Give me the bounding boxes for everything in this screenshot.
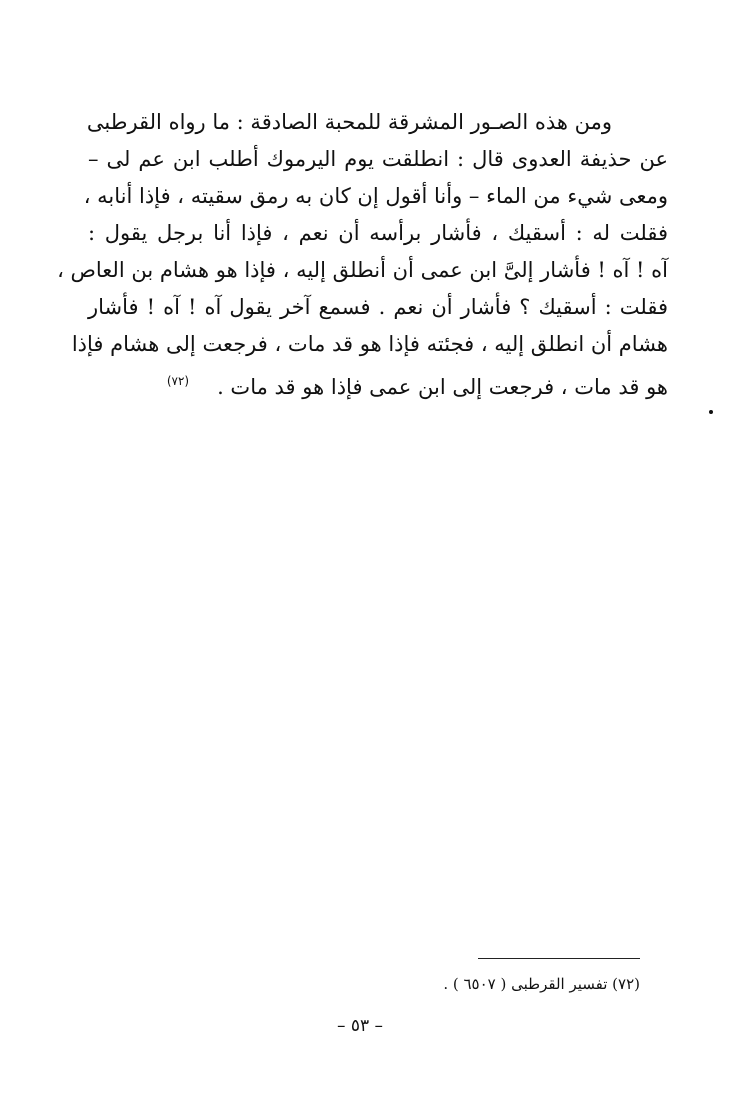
body-paragraph [57, 104, 668, 400]
paragraph-line-text: هو قد مات ، فرجعت إلى ابن عمى فإذا هو قد مات . [217, 375, 668, 399]
paragraph-line: فقلت له : أسقيك ، فأشار برأسه أن نعم ، فإذا أنا برجل يقول : [88, 221, 668, 245]
paragraph-line: آه ! آه ! فأشار إلىَّ ابن عمى أن أنطلق إليه ، فإذا هو هشام بن العاص ، [57, 258, 668, 282]
paragraph-line: عن حذيفة العدوى قال : انطلقت يوم اليرموك أطلب ابن عم لى – [88, 147, 668, 171]
paragraph-line: هشام أن انطلق إليه ، فجئته فإذا هو قد مات ، فرجعت إلى هشام فإذا [71, 332, 668, 356]
paragraph-line: فقلت : أسقيك ؟ فأشار أن نعم . فسمع آخر يقول آه ! آه ! فأشار [88, 295, 668, 319]
page-number: – ٥٣ – [336, 1016, 384, 1036]
margin-dot-mark [709, 410, 713, 414]
paragraph-last-line [88, 363, 668, 400]
paragraph-line: ومعى شيء من الماء – وأنا أقول إن كان به رمق سقيته ، فإذا أنابه ، [83, 184, 668, 208]
footnote-divider [478, 958, 640, 959]
footnote-reference: (٧٢) [166, 374, 190, 388]
paragraph-line: ومن هذه الصـور المشرقة للمحبة الصادقة : ما رواه القرطبى [86, 110, 612, 134]
footnote-text: (٧٢) تفسير القرطبى ( ٦٥٠٧ ) . [443, 975, 640, 993]
